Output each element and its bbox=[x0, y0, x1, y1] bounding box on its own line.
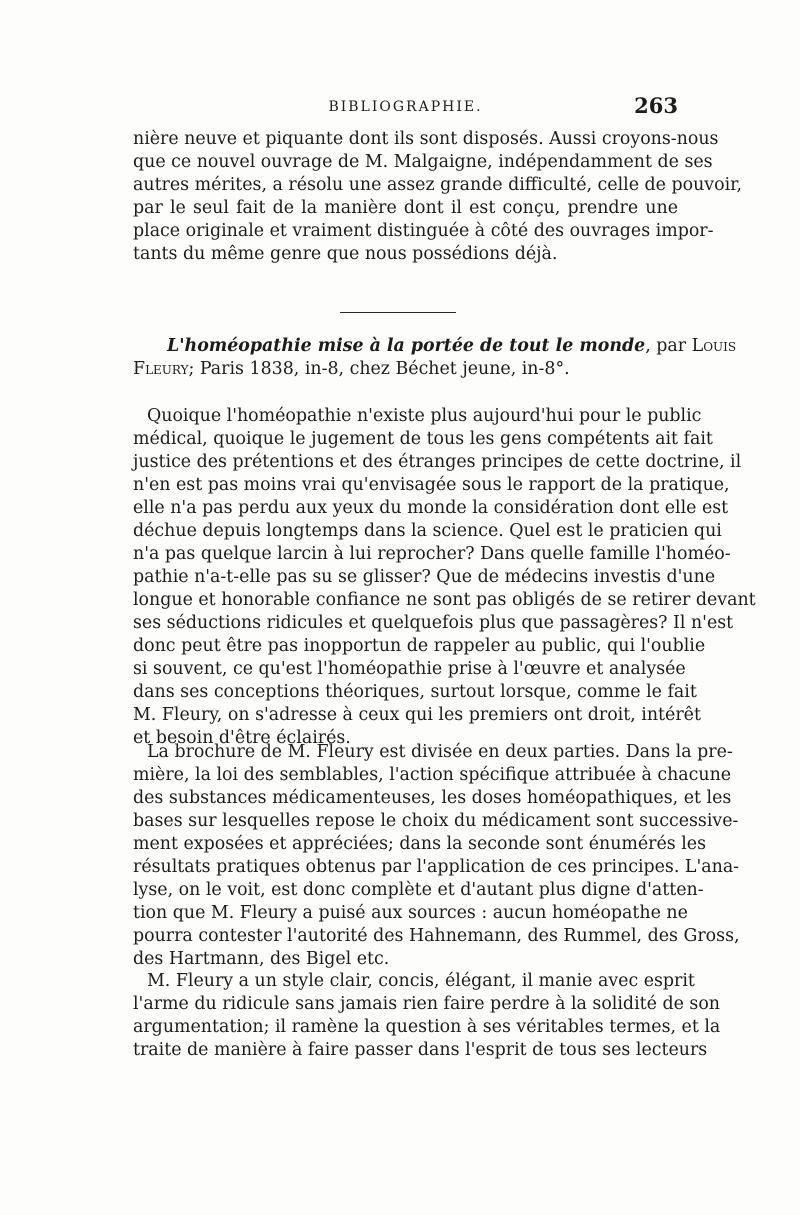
text-line: et besoin d'être éclairés. bbox=[133, 728, 351, 748]
text-line: M. Fleury, on s'adresse à ceux qui les premiers ont droit, intérêt bbox=[133, 705, 701, 725]
review-title: L'homéopathie mise à la portée de tout le monde bbox=[167, 336, 646, 356]
review-heading bbox=[133, 335, 737, 381]
text-line: tion que M. Fleury a puisé aux sources : aucun homéopathe ne bbox=[133, 903, 688, 923]
text-line: tants du même genre que nous possédions déjà. bbox=[133, 244, 558, 264]
review-imprint: ; Paris 1838, in-8, chez Béchet jeune, in-8°. bbox=[188, 359, 570, 379]
text-line: La brochure de M. Fleury est divisée en deux parties. Dans la pre- bbox=[147, 742, 733, 762]
text-line: n'en est pas moins vrai qu'envisagée sous le rapport de la pratique, bbox=[133, 475, 730, 495]
running-title: BIBLIOGRAPHIE. bbox=[328, 99, 483, 115]
text-line: pathie n'a-t-elle pas su se glisser? Que de médecins investis d'une bbox=[133, 567, 716, 587]
continuation-paragraph bbox=[133, 128, 743, 266]
text-line: bases sur lesquelles repose le choix du médicament sont successive- bbox=[133, 811, 739, 831]
text-line: des substances médicamenteuses, les doses homéopathiques, et les bbox=[133, 788, 732, 808]
section-separator bbox=[340, 312, 456, 313]
review-heading-line bbox=[133, 335, 737, 358]
text-line: longue et honorable confiance ne sont pas obligés de se retirer devant bbox=[133, 590, 756, 610]
text-line: traite de manière à faire passer dans l'esprit de tous ses lecteurs bbox=[133, 1040, 708, 1060]
text-line: résultats pratiques obtenus par l'application de ces principes. L'ana- bbox=[133, 857, 740, 877]
text-line: médical, quoique le jugement de tous les gens compétents ait fait bbox=[133, 429, 713, 449]
review-title-rest: , par bbox=[645, 336, 687, 356]
text-line: mière, la loi des semblables, l'action spécifique attribuée à chacune bbox=[133, 765, 732, 785]
text-line: l'arme du ridicule sans jamais rien faire perdre à la solidité de son bbox=[133, 994, 720, 1014]
text-line: justice des prétentions et des étranges principes de cette doctrine, il bbox=[133, 452, 742, 472]
text-line: argumentation; il ramène la question à ses véritables termes, et la bbox=[133, 1017, 721, 1037]
text-line: par le seul fait de la manière dont il est conçu, prendre une bbox=[133, 198, 678, 218]
paragraph-1 bbox=[133, 405, 756, 750]
paragraph-2 bbox=[133, 741, 740, 971]
text-line: que ce nouvel ouvrage de M. Malgaigne, indépendamment de ses bbox=[133, 152, 713, 172]
page-number: 263 bbox=[634, 93, 678, 118]
text-line: nière neuve et piquante dont ils sont disposés. Aussi croyons-nous bbox=[133, 129, 719, 149]
author-first-name: Louis bbox=[691, 336, 737, 356]
text-line: pourra contester l'autorité des Hahnemann, des Rummel, des Gross, bbox=[133, 926, 740, 946]
text-line: ses séductions ridicules et quelquefois plus que passagères? Il n'est bbox=[133, 613, 734, 633]
text-line: des Hartmann, des Bigel etc. bbox=[133, 949, 390, 969]
text-line: elle n'a pas perdu aux yeux du monde la considération dont elle est bbox=[133, 498, 729, 518]
text-line: n'a pas quelque larcin à lui reprocher? Dans quelle famille l'homéo- bbox=[133, 544, 731, 564]
text-line: donc peut être pas inopportun de rappeler au public, qui l'oublie bbox=[133, 636, 706, 656]
text-line: lyse, on le voit, est donc complète et d'autant plus digne d'atten- bbox=[133, 880, 704, 900]
text-line: place originale et vraiment distinguée à côté des ouvrages impor- bbox=[133, 221, 714, 241]
paragraph-3 bbox=[133, 970, 721, 1062]
text-line: ment exposées et appréciées; dans la seconde sont énumérés les bbox=[133, 834, 707, 854]
review-heading-line bbox=[133, 358, 678, 381]
running-head bbox=[133, 93, 678, 123]
text-line: autres mérites, a résolu une assez grande difficulté, celle de pouvoir, bbox=[133, 175, 743, 195]
text-line: si souvent, ce qu'est l'homéopathie prise à l'œuvre et analysée bbox=[133, 659, 686, 679]
author-last-name: Fleury bbox=[133, 359, 189, 379]
text-line: Quoique l'homéopathie n'existe plus aujourd'hui pour le public bbox=[147, 406, 702, 426]
text-line: M. Fleury a un style clair, concis, élégant, il manie avec esprit bbox=[147, 971, 695, 991]
text-line: déchue depuis longtemps dans la science. Quel est le praticien qui bbox=[133, 521, 722, 541]
text-line: dans ses conceptions théoriques, surtout lorsque, comme le fait bbox=[133, 682, 697, 702]
